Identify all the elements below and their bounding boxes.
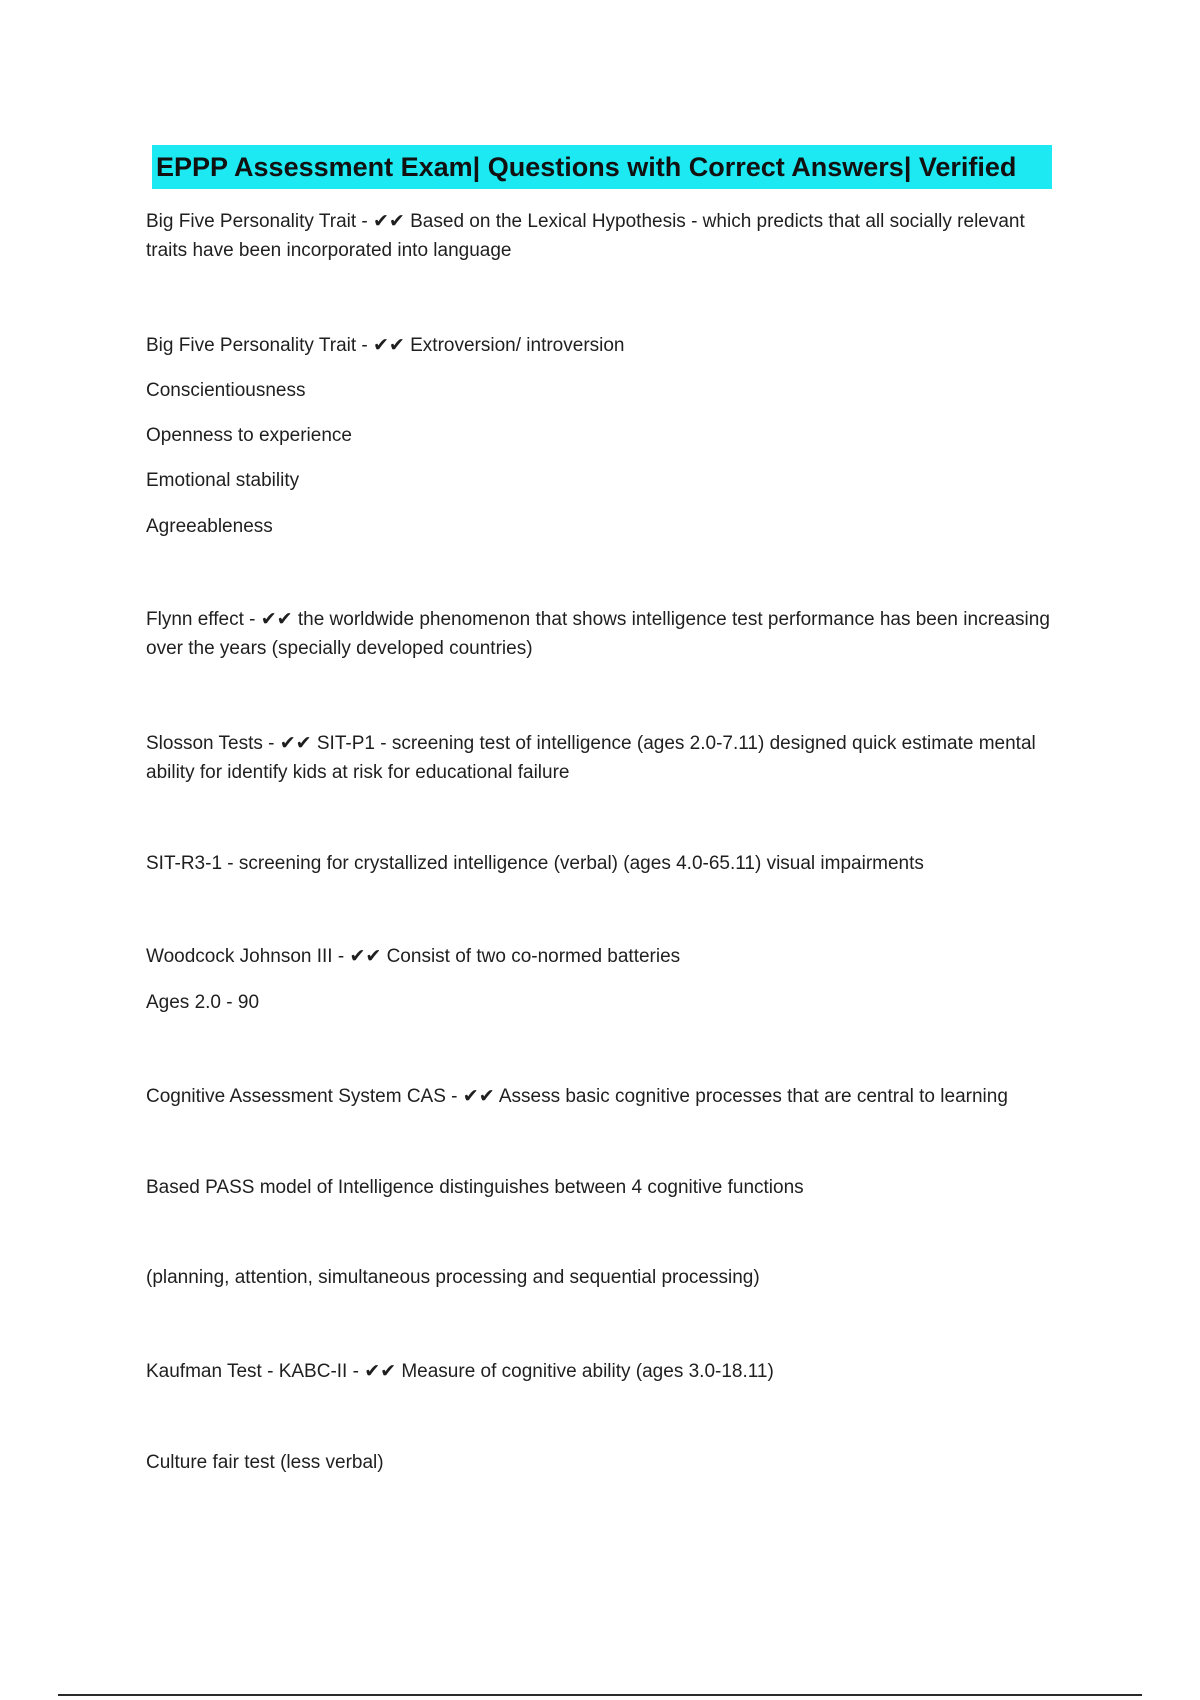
entry-sit-r3: SIT-R3-1 - screening for crystallized intelligence (verbal) (ages 4.0-65.11) visual impairments xyxy=(146,853,924,874)
trait-conscientiousness: Conscientiousness xyxy=(146,380,306,401)
trait-emotional-stability: Emotional stability xyxy=(146,470,300,491)
footer-divider xyxy=(58,1694,1142,1696)
entry-flynn-effect: Flynn effect - ✔✔ the worldwide phenomenon that shows intelligence test performance has been increasing over the years (specially developed countries) xyxy=(146,609,1050,659)
entry-woodcock-johnson: Woodcock Johnson III - ✔✔ Consist of two co-normed batteries xyxy=(146,946,681,967)
entry-kaufman: Kaufman Test - KABC-II - ✔✔ Measure of cognitive ability (ages 3.0-18.11) xyxy=(146,1361,774,1382)
entry-big-five-lexical: Big Five Personality Trait - ✔✔ Based on the Lexical Hypothesis - which predicts that all socially relevant traits have been incorporated into language xyxy=(146,211,1025,261)
title-highlight xyxy=(152,145,1052,189)
entry-cas: Cognitive Assessment System CAS - ✔✔ Assess basic cognitive processes that are central to learning xyxy=(146,1086,1008,1107)
entry-pass-model: Based PASS model of Intelligence distinguishes between 4 cognitive functions xyxy=(146,1177,804,1198)
trait-openness: Openness to experience xyxy=(146,425,352,446)
trait-agreeableness: Agreeableness xyxy=(146,516,273,537)
entry-pass-functions: (planning, attention, simultaneous processing and sequential processing) xyxy=(146,1267,760,1288)
entry-culture-fair: Culture fair test (less verbal) xyxy=(146,1452,384,1473)
page-title: EPPP Assessment Exam| Questions with Correct Answers| Verified xyxy=(156,152,1017,182)
entry-slosson-tests: Slosson Tests - ✔✔ SIT-P1 - screening test of intelligence (ages 2.0-7.11) designed quick estimate mental ability for identify kids at risk for educational failure xyxy=(146,733,1036,783)
entry-big-five-traits: Big Five Personality Trait - ✔✔ Extroversion/ introversion xyxy=(146,335,625,356)
entry-wj-ages: Ages 2.0 - 90 xyxy=(146,992,260,1013)
